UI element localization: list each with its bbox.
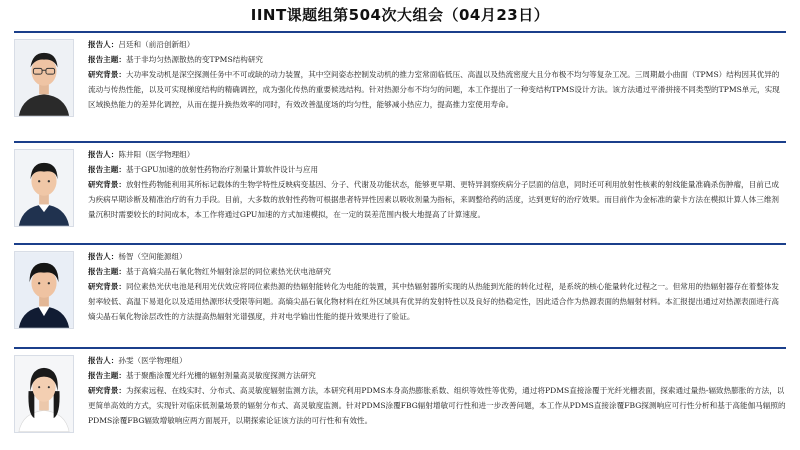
presenter-label: 报告人： — [88, 356, 119, 365]
background-label: 研究背景： — [88, 386, 126, 395]
background-label: 研究背景： — [88, 70, 126, 79]
presentation-entry — [14, 33, 786, 133]
presenter-label: 报告人： — [88, 150, 119, 159]
topic-label: 报告主题： — [88, 55, 126, 64]
presentation-topic: 基于GPU加速的放射性药物治疗剂量计算软件设计与应用 — [125, 165, 319, 174]
presenter-photo — [14, 149, 74, 227]
presenter-label: 报告人： — [88, 40, 119, 49]
presentation-topic: 基于非均匀热源散热的变TPMS结构研究 — [125, 55, 264, 64]
presentation-background: 大功率发动机是深空探测任务中不可或缺的动力装置，其中空间姿态控制发动机的推力室常面临低压、高温以及热流密度大且分布极不均匀等复杂工况。三周期最小曲面（TPMS）结构因其优异的流动与传热性能，以及可实现梯度结构的精确调控，成为强化传热的重要候选结构。针对热源分布不均匀的问题，本工作提出了一种变结构TPMS设计方法。该方法通过平滑拼接不同类型的TPMS单元，实现区域换热能力的差异化调控，从而在提升换热效率的同时，有效改善温度场的均匀性，能够减小热应力，提高推力室使用寿命。 — [88, 70, 780, 109]
topic-label: 报告主题： — [88, 267, 126, 276]
background-label: 研究背景： — [88, 282, 126, 291]
presenter-photo — [14, 355, 74, 433]
topic-label: 报告主题： — [88, 165, 126, 174]
page-title: IINT课题组第504次大组会（04月23日） — [250, 6, 550, 24]
background-label: 研究背景： — [88, 180, 126, 189]
presentation-background: 为探索远程、在线实时、分布式、高灵敏度辐射监测方法，本研究利用PDMS本身高热膨胀系数、组织等效性等优势，通过将PDMS直接涂覆于光纤光栅表面，探索通过量热-辐致热膨胀的方法，以更简单高效的方式，实现针对临床低剂量场景的辐射分布式、高灵敏度监测。针对PDMS涂覆FBG辐射增敏可行性和进一步改善问题，本工作从PDMS直接涂覆FBG探测响应可行性分析和基于高能伽马辐照的PDMS涂覆FBG辐致增敏响应两方面展开，以期探索论证该方法的可行性和有效性。 — [88, 386, 786, 425]
presenter-name: 孙雯（医学物理组） — [118, 356, 187, 365]
presentation-entry — [14, 143, 786, 243]
presentation-entry — [14, 349, 786, 449]
presentation-entry — [14, 245, 786, 345]
presenter-name: 陈井阳（医学物理组） — [118, 150, 195, 159]
presenter-name: 杨智（空间能源组） — [118, 252, 187, 261]
presenter-label: 报告人： — [88, 252, 119, 261]
presenter-photo — [14, 39, 74, 117]
presentation-background: 同位素热光伏电池是利用光伏效应将同位素热源的热辐射能转化为电能的装置，其中热辐射器所实现的从热能到光能的转化过程，是系统的核心能量转化过程之一。但常用的热辐射器存在着整体发射率较低、高温下易退化以及适用热源形状受限等问题。高熵尖晶石氧化物材料在红外区域具有优异的发射特性以及良好的热稳定性，因此适合作为热源表面的热辐射材料。本汇报提出通过对热源表面进行高熵尖晶石氧化物涂层改性的方法提高热辐射光谱强度，并对电学输出性能的提升效果进行了验证。 — [88, 282, 780, 321]
presentation-background: 放射性药物能利用其所标记载体的生物学特性反映病变基因、分子、代谢及功能状态，能够更早期、更特异洞察疾病分子层面的信息，同时还可利用放射性核素的射线能量准确杀伤肿瘤，目前已成为疾病早期诊断及精准治疗的有力手段。目前，大多数的放射性药物可根据患者特异性因素以吸收剂量为指标，来调整给药的活度，达到更好的治疗效果。而目前作为金标准的蒙卡方法在模拟计算人体三维剂量沉积时需要较长的时间成本，本工作将通过GPU加速的方式加速模拟，在一定的误差范围内极大地提高了计算速度。 — [88, 180, 780, 219]
topic-label: 报告主题： — [88, 371, 126, 380]
presenter-photo — [14, 251, 74, 329]
presenter-name: 吕廷和（前沿创新组） — [118, 40, 195, 49]
presentation-topic: 基于聚酯涂覆光纤光栅的辐射剂量高灵敏度探测方法研究 — [125, 371, 316, 380]
presentation-topic: 基于高熵尖晶石氧化物红外辐射涂层的同位素热光伏电池研究 — [125, 267, 331, 276]
